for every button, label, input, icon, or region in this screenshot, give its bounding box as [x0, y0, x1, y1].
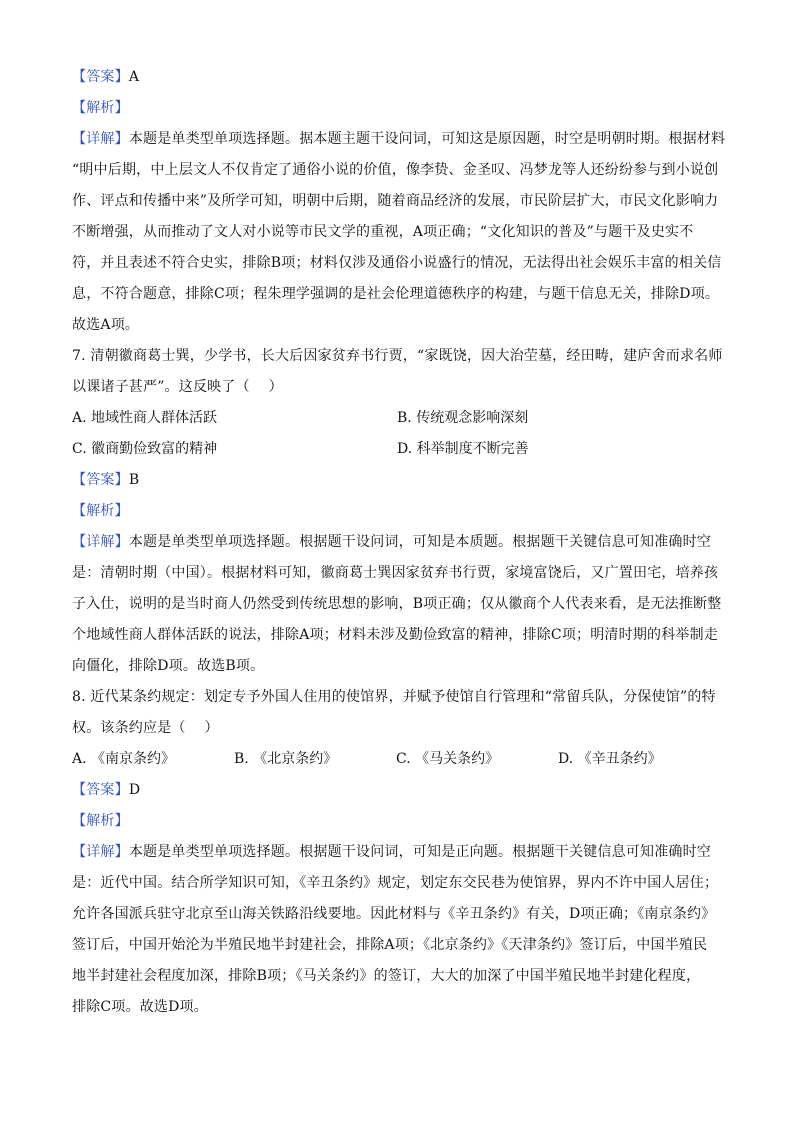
answer-label: 【答案】 — [72, 472, 129, 488]
detail-text: 本题是单类型单项选择题。根据题干设问词，可知是本质题。根据题干关键信息可知准确时空 — [128, 534, 712, 550]
detail-label: 【详解】 — [72, 131, 129, 147]
question-stem: 7. 清朝徽商葛士巽，少学书，长大后因家贫弃书行贾，“家既饶，因大治茔墓，经田畴，建庐舍而求名师 — [72, 348, 723, 364]
question-stem: 8. 近代某条约规定：划定专予外国人住用的使馆界，并赋予使馆自行管理和“常留兵队，分保使馆”的特 — [72, 689, 716, 705]
option-a: A. 地域性商人群体活跃 — [72, 410, 218, 426]
option-a: A. 《南京条约》 — [72, 751, 176, 767]
detail-text: 个地域性商人群体活跃的说法，排除A项；材料未涉及勤俭致富的精神，排除C项；明清时期的科举制走 — [72, 627, 719, 643]
option-b: B. 《北京条约》 — [234, 751, 338, 767]
detail-paragraph — [72, 124, 724, 341]
detail-text: 子入仕，说明的是当时商人仍然受到传统思想的影响，B项正确；仅从徽商个人代表来看，是无法推断整 — [72, 596, 722, 612]
detail-text: 签订后，中国开始沦为半殖民地半封建社会，排除A项；《北京条约》《天津条约》签订后，中国半殖民 — [72, 937, 708, 953]
detail-text: 故选A项。 — [72, 317, 140, 333]
option-d: D. 科举制度不断完善 — [397, 441, 529, 457]
analysis-label: 【解析】 — [72, 813, 129, 829]
answer-value: A — [128, 69, 140, 85]
analysis-line — [72, 93, 724, 124]
analysis-label: 【解析】 — [72, 503, 129, 519]
answer-value: D — [128, 782, 141, 798]
option-c: C. 《马关条约》 — [396, 751, 500, 767]
options-row — [72, 744, 724, 775]
answer-line — [72, 775, 724, 806]
option-c: C. 徽商勤俭致富的精神 — [72, 441, 218, 457]
detail-label: 【详解】 — [72, 844, 129, 860]
detail-text: 向僵化，排除D项。故选B项。 — [72, 658, 265, 674]
detail-text: 不断增强，从而推动了文人对小说等市民文学的重视，A项正确；“文化知识的普及”与题干及史实不 — [72, 224, 694, 240]
detail-paragraph — [72, 837, 724, 1023]
option-d: D. 《辛丑条约》 — [558, 751, 662, 767]
detail-text: 本题是单类型单项选择题。据本题主题干设问词，可知这是原因题，时空是明朝时期。根据材料 — [128, 131, 726, 147]
analysis-label: 【解析】 — [72, 100, 129, 116]
detail-text: 息，不符合题意，排除C项；程朱理学强调的是社会伦理道德秩序的构建，与题干信息无关，排除D项。 — [72, 286, 720, 302]
detail-text: 地半封建社会程度加深，排除B项；《马关条约》的签订，大大的加深了中国半殖民地半封建化程度， — [72, 968, 701, 984]
detail-label: 【详解】 — [72, 534, 129, 550]
answer-line — [72, 465, 724, 496]
detail-text: 是：近代中国。结合所学知识可知，《辛丑条约》规定，划定东交民巷为使馆界，界内不许中国人居住； — [72, 875, 719, 891]
answer-label: 【答案】 — [72, 782, 129, 798]
answer-line — [72, 62, 724, 93]
options-row — [72, 434, 724, 465]
option-b: B. 传统观念影响深刻 — [397, 410, 529, 426]
analysis-line — [72, 496, 724, 527]
answer-label: 【答案】 — [72, 69, 129, 85]
analysis-line — [72, 806, 724, 837]
answer-value: B — [128, 472, 140, 488]
detail-text: 作、评点和传播中来”及所学可知，明朝中后期，随着商品经济的发展，市民阶层扩大，市民文化影响力 — [72, 193, 719, 209]
question-stem: 权。该条约应是（ ） — [72, 720, 219, 736]
detail-text: 符，并且表述不符合史实，排除B项；材料仅涉及通俗小说盛行的情况，无法得出社会娱乐丰富的相关信 — [72, 255, 722, 271]
options-row — [72, 403, 724, 434]
question-stem: 以课诸子甚严”。这反映了（ ） — [72, 379, 283, 395]
detail-text: 是：清朝时期（中国）。根据材料可知，徽商葛士巽因家贫弃书行贾，家境富饶后，又广置田宅，培养孩 — [72, 565, 719, 581]
document-page — [72, 62, 724, 1023]
detail-paragraph — [72, 527, 724, 682]
detail-text: 排除C项。故选D项。 — [72, 999, 208, 1015]
detail-text: 允许各国派兵驻守北京至山海关铁路沿线要地。因此材料与《辛丑条约》有关，D项正确；《南京条约》 — [72, 906, 716, 922]
detail-text: “明中后期，中上层文人不仅肯定了通俗小说的价值，像李贽、金圣叹、冯梦龙等人还纷纷参与到小说创 — [72, 162, 719, 178]
detail-text: 本题是单类型单项选择题。根据题干设问词，可知是正向题。根据题干关键信息可知准确时空 — [128, 844, 712, 860]
